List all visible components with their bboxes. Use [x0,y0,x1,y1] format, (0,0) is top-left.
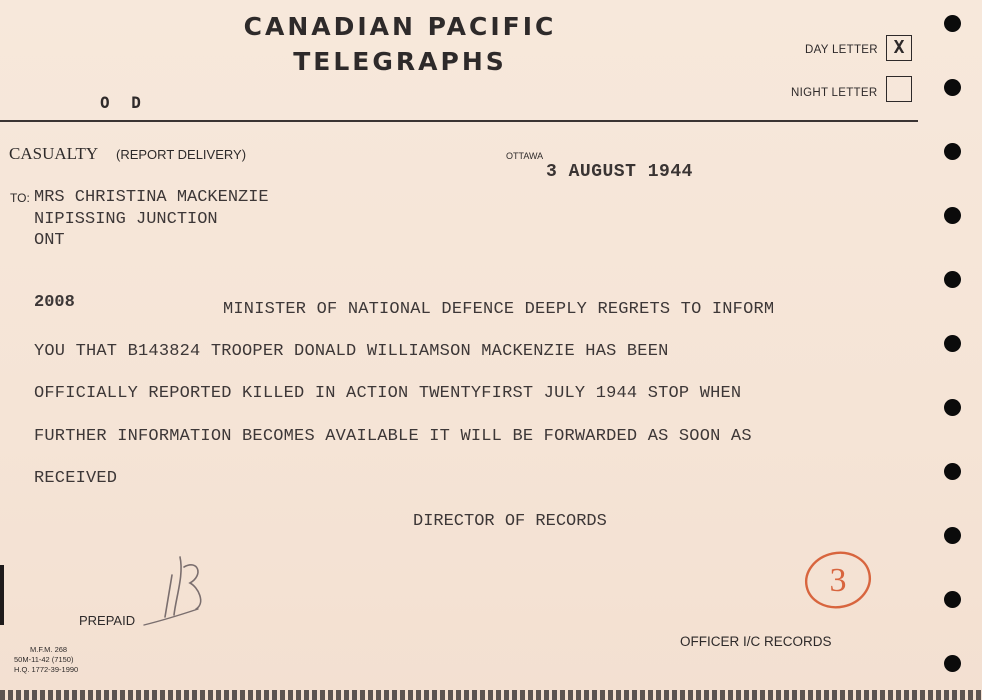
day-letter-checkbox[interactable]: X [886,35,912,61]
punch-hole [944,527,961,544]
form-id-line: H.Q. 1772-39-1990 [14,665,79,674]
prepaid-label: PREPAID [79,613,136,628]
punch-hole [944,655,961,672]
day-letter-label: DAY LETTER [805,44,878,56]
form-id-line: 50M-11-42 (7150) [14,655,74,664]
message-date: 3 AUGUST 1944 [546,162,693,182]
body-line: FURTHER INFORMATION BECOMES AVAILABLE IT WILL BE FORWARDED AS SOON AS [34,427,752,446]
body-line: MINISTER OF NATIONAL DEFENCE DEEPLY REGRETS TO INFORM [223,300,775,319]
punch-hole [944,463,961,480]
punch-hole [944,335,961,352]
bottom-tear-strip [0,690,982,700]
recipient-province: ONT [34,231,65,250]
recipient-town: NIPISSING JUNCTION [34,210,218,229]
origin-place: OTTAWA [506,151,544,161]
body-line: YOU THAT B143824 TROOPER DONALD WILLIAMSON MACKENZIE HAS BEEN [34,342,669,361]
company-name: CANADIAN PACIFIC [243,12,557,41]
body-line: OFFICIALLY REPORTED KILLED IN ACTION TWENTYFIRST JULY 1944 STOP WHEN [34,384,742,403]
punch-hole [944,271,961,288]
message-class: CASUALTY [9,144,99,163]
officer-label: OFFICER I/C RECORDS [680,634,832,649]
service-name: TELEGRAPHS [293,47,507,76]
recipient-name: MRS CHRISTINA MACKENZIE [34,188,269,207]
stamp-number-circle [800,546,880,616]
body-line: RECEIVED [34,469,118,488]
handwritten-initials [140,545,220,635]
message-number: 2008 [34,293,75,312]
punch-hole [944,207,961,224]
punch-hole [944,79,961,96]
night-letter-checkbox[interactable] [886,76,912,102]
night-letter-label: NIGHT LETTER [791,87,878,99]
stamp-number: 3 [829,562,847,599]
signature: DIRECTOR OF RECORDS [413,512,607,531]
delivery-type: (REPORT DELIVERY) [116,147,247,162]
punch-hole [944,143,961,160]
left-edge-mark [0,565,4,625]
punch-hole [944,591,961,608]
form-id-line: M.F.M. 268 [30,645,68,654]
office-code: O D [100,93,147,112]
to-label: TO: [10,191,30,205]
punch-hole [944,399,961,416]
header-divider [0,120,918,122]
punch-hole [944,15,961,32]
